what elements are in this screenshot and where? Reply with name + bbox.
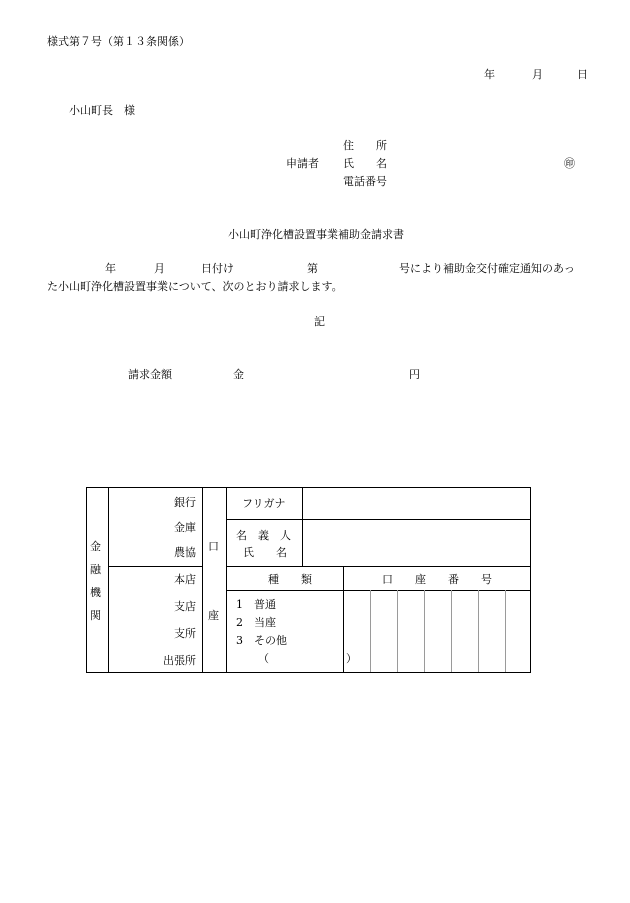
seal-mark: ㊞ [564,157,575,170]
furigana-label: フリガナ [242,497,286,510]
address-label: 住 所 [343,139,387,152]
body-line1-rest: 号により補助金交付確定通知のあっ [399,262,575,275]
divider-header-bottom [226,590,531,591]
holder-label-line1: 名 義 人 [236,529,291,542]
bank-type-ginko: 銀行 [174,496,196,509]
table-right-border [530,487,531,673]
phone-label: 電話番号 [343,175,387,188]
divider-institution [108,487,109,673]
divider-bank-branch [108,566,203,567]
account-type-futsu: 1 普通 [236,598,276,611]
account-type-header: 種 類 [268,573,312,586]
branch-type-shutchojo: 出張所 [163,654,196,667]
branch-type-shisho: 支所 [174,627,196,640]
body-month: 月 [154,262,165,275]
account-type-sonota: 3 その他 [236,634,287,647]
digit-divider [424,590,425,672]
body-year: 年 [105,262,116,275]
table-top-border [86,487,531,488]
amount-label: 請求金額 [128,368,172,381]
form-number: 様式第７号（第１３条関係） [47,35,190,48]
institution-char-1: 金 [90,540,101,553]
divider-holder-bottom [226,566,531,567]
table-bottom-border [86,672,531,673]
account-label-kuchi: 口 [208,540,219,553]
institution-char-3: 機 [90,586,101,599]
digit-divider [478,590,479,672]
branch-type-honten: 本店 [174,573,196,586]
divider-bank [202,487,203,673]
bank-type-kinko: 金庫 [174,521,196,534]
institution-char-4: 関 [90,609,101,622]
body-dated: 日付け [201,262,234,275]
institution-char-2: 融 [90,563,101,576]
document-title: 小山町浄化槽設置事業補助金請求書 [228,228,404,241]
account-label-za: 座 [208,609,219,622]
name-label: 氏 名 [343,157,387,170]
digit-divider [451,590,452,672]
divider-furigana [226,519,531,520]
date-month-label: 月 [532,68,543,81]
bank-type-nokyo: 農協 [174,546,196,559]
addressee: 小山町長 様 [69,104,135,117]
divider-holder [302,487,303,567]
branch-type-shiten: 支店 [174,600,196,613]
divider-account-label [226,487,227,673]
date-day-label: 日 [577,68,588,81]
applicant-label: 申請者 [286,157,319,170]
ki-heading: 記 [314,315,325,328]
table-left-border [86,487,87,673]
holder-label-line2: 氏 名 [243,546,287,559]
account-type-toza: 2 当座 [236,616,276,629]
account-number-header: 口 座 番 号 [382,573,492,586]
digit-divider [370,590,371,672]
amount-kin: 金 [233,368,244,381]
body-no-prefix: 第 [307,262,318,275]
digit-divider [505,590,506,672]
account-type-other-paren: （ ） [258,652,357,665]
amount-yen: 円 [409,368,420,381]
date-year-label: 年 [484,68,495,81]
body-line2: た小山町浄化槽設置事業について、次のとおり請求します。 [47,280,343,293]
digit-divider [397,590,398,672]
